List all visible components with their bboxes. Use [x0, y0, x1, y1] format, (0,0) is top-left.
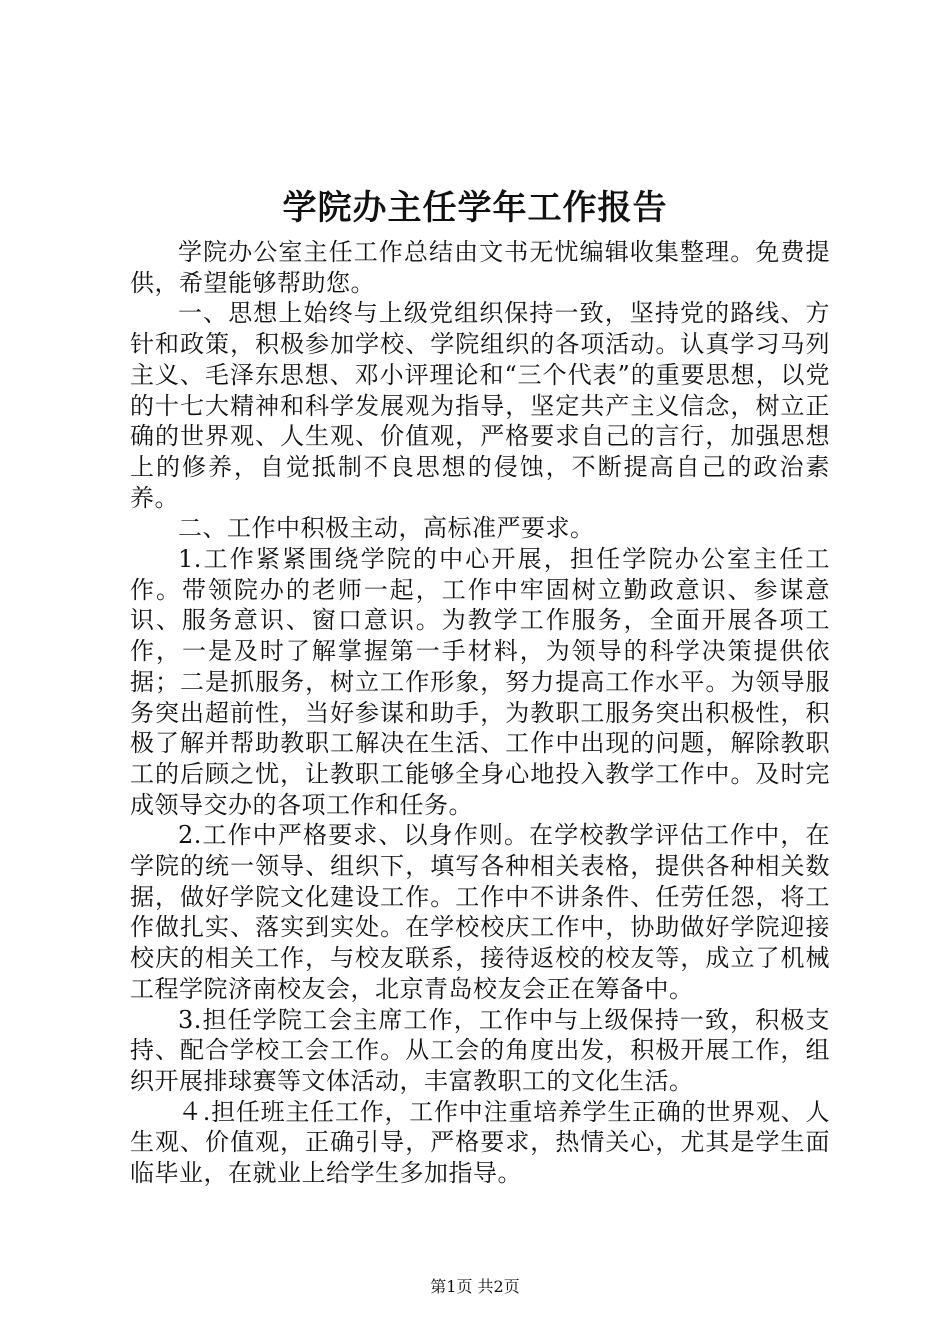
paragraph-section-2-heading: 二、工作中积极主动，高标准严要求。: [178, 514, 595, 543]
document-body: [130, 237, 830, 1189]
document-title: 学院办主任学年工作报告: [282, 188, 668, 228]
paragraph-item-2: 2.工作中严格要求、以身作则。在学校教学评估工作中，在学院的统一领导、组织下，填写各种相关表格，提供各种相关数据，做好学院文化建设工作。工作中不讲条件、任劳任怨，将工作做扎实、落实到实处。在学校校庆工作中，协助做好学院迎接校庆的相关工作，与校友联系，接待返校的校友等，成立了机械工程学院济南校友会，北京青岛校友会正在筹备中。: [130, 821, 830, 1003]
paragraph-item-3: 3.担任学院工会主席工作，工作中与上级保持一致，积极支持、配合学校工会工作。从工会的角度出发，积极开展工作，组织开展排球赛等文体活动，丰富教职工的文化生活。: [130, 1005, 830, 1095]
page-number-footer: 第1页 共2页: [430, 1277, 520, 1296]
paragraph-item-1: 1.工作紧紧围绕学院的中心开展，担任学院办公室主任工作。带领院办的老师一起，工作中牢固树立勤政意识、参谋意识、服务意识、窗口意识。为教学工作服务，全面开展各项工作，一是及时了解掌握第一手材料，为领导的科学决策提供依据；二是抓服务，树立工作形象，努力提高工作水平。为领导服务突出超前性，当好参谋和助手，为教职工服务突出积极性，积极了解并帮助教职工解决在生活、工作中出现的问题，解除教职工的后顾之忧，让教职工能够全身心地投入教学工作中。及时完成领导交办的各项工作和任务。: [130, 545, 830, 819]
paragraph-intro: 学院办公室主任工作总结由文书无忧编辑收集整理。免费提供，希望能够帮助您。: [130, 238, 830, 297]
paragraph-item-4: ４.担任班主任工作，工作中注重培养学生正确的世界观、人生观、价值观，正确引导，严格要求，热情关心，尤其是学生面临毕业，在就业上给学生多加指导。: [130, 1097, 830, 1188]
paragraph-section-1: 一、思想上始终与上级党组织保持一致，坚持党的路线、方针和政策，积极参加学校、学院组织的各项活动。认真学习马列主义、毛泽东思想、邓小评理论和“三个代表”的重要思想，以党的十七大精神和科学发展观为指导，坚定共产主义信念，树立正确的世界观、人生观、价值观，严格要求自己的言行，加强思想上的修养，自觉抵制不良思想的侵蚀，不断提高自己的政治素养。: [130, 299, 830, 512]
